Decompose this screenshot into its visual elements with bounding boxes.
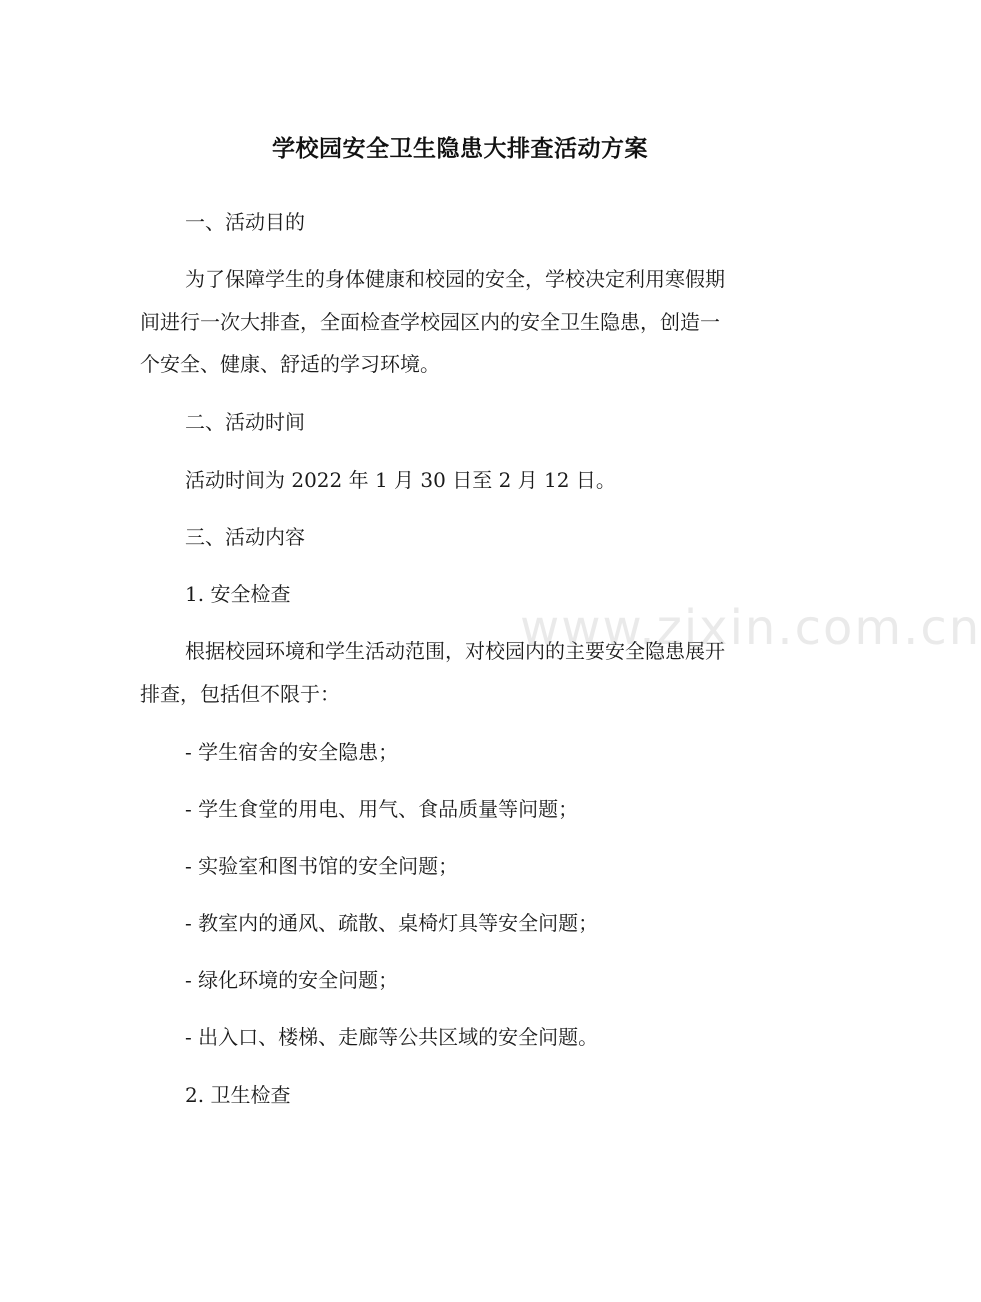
- list-item: - 实验室和图书馆的安全问题；: [185, 854, 459, 878]
- list-item: - 出入口、楼梯、走廊等公共区域的安全问题。: [185, 1025, 599, 1049]
- section-heading-content: 三、活动内容: [185, 525, 305, 549]
- document-title: 学校园安全卫生隐患大排查活动方案: [272, 136, 648, 162]
- list-item: - 学生宿舍的安全隐患；: [185, 740, 399, 764]
- paragraph-line: 活动时间为 2022 年 1 月 30 日至 2 月 12 日。: [185, 468, 616, 492]
- section-heading-time: 二、活动时间: [185, 410, 305, 434]
- subsection-heading-hygiene: 2. 卫生检查: [185, 1083, 291, 1107]
- watermark: www.zixin.com.cn: [520, 600, 981, 656]
- list-item: - 教室内的通风、疏散、桌椅灯具等安全问题；: [185, 911, 599, 935]
- paragraph-line: 为了保障学生的身体健康和校园的安全，学校决定利用寒假期: [185, 267, 725, 291]
- subsection-heading-safety: 1. 安全检查: [185, 582, 291, 606]
- paragraph-line: 间进行一次大排查，全面检查学校园区内的安全卫生隐患，创造一: [140, 310, 720, 334]
- paragraph-line: 排查，包括但不限于：: [140, 682, 340, 706]
- paragraph-line: 根据校园环境和学生活动范围，对校园内的主要安全隐患展开: [185, 639, 725, 663]
- list-item: - 绿化环境的安全问题；: [185, 968, 399, 992]
- section-heading-purpose: 一、活动目的: [185, 210, 305, 234]
- list-item: - 学生食堂的用电、用气、食品质量等问题；: [185, 797, 579, 821]
- paragraph-line: 个安全、健康、舒适的学习环境。: [140, 352, 440, 376]
